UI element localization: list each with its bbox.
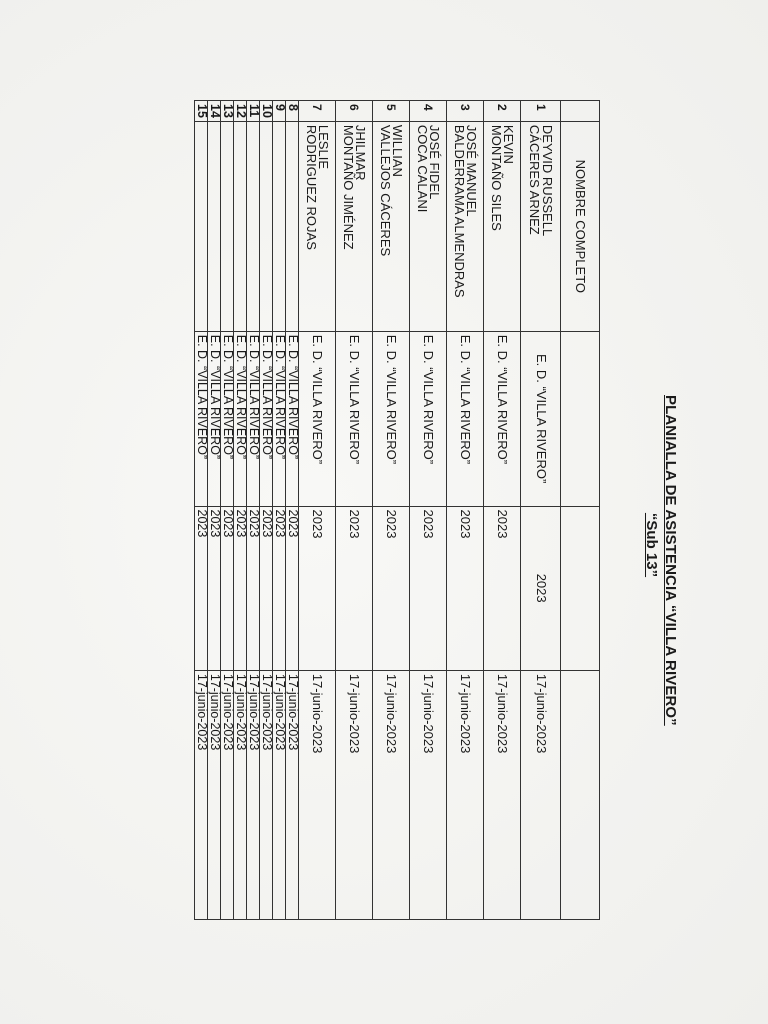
player-name xyxy=(410,121,447,331)
header-year xyxy=(561,506,600,670)
table-row xyxy=(447,101,484,920)
team-name: E. D. “VILLA RIVERO” xyxy=(195,331,208,506)
year-value: 2023 xyxy=(521,506,561,670)
player-name xyxy=(195,121,208,331)
player-last-name: MONTAÑO SILES xyxy=(489,124,504,231)
player-first-name: KEVIN xyxy=(501,124,517,164)
date-value: 17-junio-2023 xyxy=(247,670,260,919)
date-value: 17-junio-2023 xyxy=(373,670,410,919)
player-name xyxy=(247,121,260,331)
row-number: 11 xyxy=(247,101,260,122)
player-first-name: LESLIE xyxy=(316,124,332,169)
team-name: E. D. “VILLA RIVERO” xyxy=(247,331,260,506)
table-row xyxy=(234,101,247,920)
team-name: E. D. “VILLA RIVERO” xyxy=(273,331,286,506)
date-value: 17-junio-2023 xyxy=(521,670,561,919)
table-row xyxy=(208,101,221,920)
table-row xyxy=(273,101,286,920)
year-value: 2023 xyxy=(286,506,299,670)
document-subtitle: “Sub 13” xyxy=(643,512,660,578)
team-name: E. D. “VILLA RIVERO” xyxy=(299,331,336,506)
row-number: 3 xyxy=(447,101,484,122)
date-value: 17-junio-2023 xyxy=(234,670,247,919)
team-name: E. D. “VILLA RIVERO” xyxy=(447,331,484,506)
row-number: 15 xyxy=(195,101,208,122)
team-name: E. D. “VILLA RIVERO” xyxy=(521,331,561,506)
player-name xyxy=(299,121,336,331)
header-date xyxy=(561,670,600,919)
year-value: 2023 xyxy=(260,506,273,670)
row-number: 10 xyxy=(260,101,273,122)
player-name xyxy=(221,121,234,331)
player-first-name: WILLIAN xyxy=(390,124,406,177)
player-last-name: CÁCERES ARNEZ xyxy=(527,124,543,235)
player-first-name: JHILMAR xyxy=(353,124,369,181)
year-value: 2023 xyxy=(410,506,447,670)
table-row xyxy=(373,101,410,920)
year-value: 2023 xyxy=(299,506,336,670)
document-title: PLANIALLA DE ASISTENCIA “VILLA RIVERO” xyxy=(662,395,679,726)
team-name: E. D. “VILLA RIVERO” xyxy=(286,331,299,506)
table-row xyxy=(195,101,208,920)
team-name: E. D. “VILLA RIVERO” xyxy=(373,331,410,506)
date-value: 17-junio-2023 xyxy=(299,670,336,919)
date-value: 17-junio-2023 xyxy=(410,670,447,919)
date-value: 17-junio-2023 xyxy=(286,670,299,919)
table-row xyxy=(410,101,447,920)
date-value: 17-junio-2023 xyxy=(484,670,521,919)
attendance-table xyxy=(194,100,600,920)
player-first-name: DEYVID RUSSELL xyxy=(540,124,555,237)
year-value: 2023 xyxy=(336,506,373,670)
row-number: 13 xyxy=(221,101,234,122)
row-number: 5 xyxy=(373,101,410,122)
row-number: 6 xyxy=(336,101,373,122)
team-name: E. D. “VILLA RIVERO” xyxy=(484,331,521,506)
year-value: 2023 xyxy=(447,506,484,670)
table-row xyxy=(299,101,336,920)
date-value: 17-junio-2023 xyxy=(195,670,208,919)
date-value: 17-junio-2023 xyxy=(273,670,286,919)
table-row xyxy=(521,101,561,920)
row-number: 7 xyxy=(299,101,336,122)
player-name xyxy=(521,121,561,331)
header-number xyxy=(561,101,600,122)
table-row xyxy=(336,101,373,920)
header-name: NOMBRE COMPLETO xyxy=(561,121,600,331)
table-row xyxy=(484,101,521,920)
team-name: E. D. “VILLA RIVERO” xyxy=(221,331,234,506)
header-team xyxy=(561,331,600,506)
team-name: E. D. “VILLA RIVERO” xyxy=(234,331,247,506)
player-name xyxy=(260,121,273,331)
team-name: E. D. “VILLA RIVERO” xyxy=(336,331,373,506)
date-value: 17-junio-2023 xyxy=(208,670,221,919)
year-value: 2023 xyxy=(484,506,521,670)
row-number: 4 xyxy=(410,101,447,122)
player-name xyxy=(447,121,484,331)
year-value: 2023 xyxy=(208,506,221,670)
team-name: E. D. “VILLA RIVERO” xyxy=(208,331,221,506)
player-name xyxy=(286,121,299,331)
table-row xyxy=(260,101,273,920)
player-name xyxy=(336,121,373,331)
row-number: 14 xyxy=(208,101,221,122)
player-last-name: BALDERRAMA ALMENDRAS xyxy=(452,124,467,298)
player-last-name: COCA CALANI xyxy=(415,124,430,213)
year-value: 2023 xyxy=(373,506,410,670)
row-number: 9 xyxy=(273,101,286,122)
table-row xyxy=(286,101,299,920)
year-value: 2023 xyxy=(195,506,208,670)
date-value: 17-junio-2023 xyxy=(336,670,373,919)
date-value: 17-junio-2023 xyxy=(447,670,484,919)
date-value: 17-junio-2023 xyxy=(260,670,273,919)
year-value: 2023 xyxy=(234,506,247,670)
player-first-name: JOSÉ FIDEL xyxy=(427,124,443,200)
team-name: E. D. “VILLA RIVERO” xyxy=(260,331,273,506)
table-row xyxy=(221,101,234,920)
player-name xyxy=(273,121,286,331)
row-number: 1 xyxy=(521,101,561,122)
table-row xyxy=(247,101,260,920)
player-first-name: JOSÉ MANUEL xyxy=(464,124,480,217)
year-value: 2023 xyxy=(247,506,260,670)
player-last-name: VALLEJOS CÁCERES xyxy=(378,124,393,257)
year-value: 2023 xyxy=(221,506,234,670)
player-name xyxy=(484,121,521,331)
player-last-name: MONTAÑO JIMÉNEZ xyxy=(341,124,356,250)
row-number: 12 xyxy=(234,101,247,122)
player-name xyxy=(373,121,410,331)
player-last-name: RODRIGUEZ ROJAS xyxy=(304,124,319,250)
team-name: E. D. “VILLA RIVERO” xyxy=(410,331,447,506)
player-name xyxy=(208,121,221,331)
table-header-row xyxy=(561,101,600,920)
date-value: 17-junio-2023 xyxy=(221,670,234,919)
row-number: 8 xyxy=(286,101,299,122)
row-number: 2 xyxy=(484,101,521,122)
player-name xyxy=(234,121,247,331)
year-value: 2023 xyxy=(273,506,286,670)
